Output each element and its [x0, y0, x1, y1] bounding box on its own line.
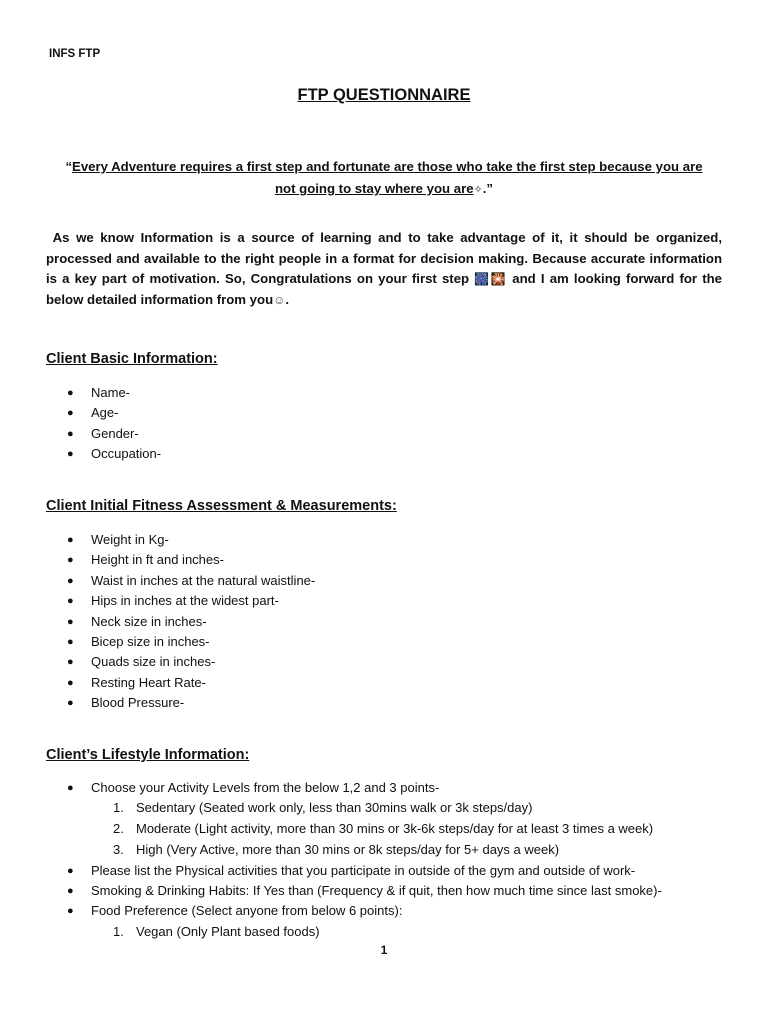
- bullet-icon: ●: [67, 407, 74, 420]
- section-heading-lifestyle: Client’s Lifestyle Information:: [46, 747, 250, 763]
- sublist-item-moderate: 2. Moderate (Light activity, more than 30 mins or 3k-6k steps/day for at least 3 times a week): [113, 821, 654, 837]
- bullet-icon: ●: [67, 427, 74, 440]
- bullet-icon: ●: [67, 387, 74, 399]
- fireworks-icon: 🎆🎇: [474, 272, 508, 286]
- sublist-item-high: 3. High (Very Active, more than 30 mins or 8k steps/day for 5+ days a week): [113, 841, 560, 857]
- opening-quote: [46, 156, 722, 201]
- sparkle-icon: ✧: [473, 184, 483, 196]
- sublist-item-sedentary: 1. Sedentary (Seated work only, less than 30mins walk or 3k steps/day): [113, 800, 533, 816]
- list-item-neck: ● Neck size in inches-: [0, 612, 315, 632]
- bullet-icon: ●: [67, 615, 74, 628]
- quote-line-1: Every Adventure requires a first step and fortunate are those who take the first step because you are: [72, 159, 703, 174]
- sublist-item-vegan: 1. Vegan (Only Plant based foods): [113, 923, 320, 939]
- list-item-blood-pressure: ● Blood Pressure-: [0, 693, 315, 713]
- list-item-smoking-drinking: ● Smoking & Drinking Habits: If Yes than (Frequency & if quit, then how much time since last smoke)-: [0, 881, 662, 901]
- list-item-height: ● Height in ft and inches-: [0, 550, 315, 570]
- bullet-icon: ●: [67, 697, 74, 710]
- bullet-icon: ●: [67, 676, 74, 689]
- section-heading-fitness-assessment: Client Initial Fitness Assessment & Measurements:: [46, 498, 397, 514]
- list-item-bicep: ● Bicep size in inches-: [0, 632, 315, 652]
- list-item-name: ● Name-: [0, 383, 161, 403]
- bullet-icon: ●: [67, 636, 74, 649]
- list-item-food-preference: ● Food Preference (Select anyone from below 6 points):: [0, 901, 662, 921]
- food-preference-sublist: [0, 922, 662, 943]
- bullet-icon: ●: [67, 782, 74, 794]
- bullet-icon: ●: [67, 905, 74, 918]
- bullet-icon: ●: [67, 595, 74, 608]
- bullet-icon: ●: [67, 448, 74, 461]
- section-heading-basic-info: Client Basic Information:: [46, 351, 218, 367]
- intro-text-end: .: [285, 291, 290, 307]
- list-item-activity-levels: ● Choose your Activity Levels from the below 1,2 and 3 points-: [0, 778, 662, 798]
- list-item-physical-activities: ● Please list the Physical activities that you participate in outside of the gym and outside of work-: [0, 861, 662, 881]
- page-title: FTP QUESTIONNAIRE: [297, 86, 471, 104]
- basic-info-list: [0, 383, 161, 465]
- quote-line-2: not going to stay where you are: [274, 181, 474, 196]
- smiley-icon: ☺: [273, 292, 286, 307]
- activity-levels-sublist: [0, 798, 662, 860]
- intro-paragraph: [46, 228, 722, 310]
- header-tag: INFS FTP: [49, 48, 101, 60]
- fitness-assessment-list: [0, 530, 315, 714]
- list-item-gender: ● Gender-: [0, 424, 161, 444]
- list-item-waist: ● Waist in inches at the natural waistline-: [0, 571, 315, 591]
- bullet-icon: ●: [67, 554, 74, 567]
- page-number: 1: [380, 943, 388, 957]
- bullet-icon: ●: [67, 864, 74, 877]
- bullet-icon: ●: [67, 534, 74, 546]
- lifestyle-list: [0, 778, 662, 942]
- list-item-resting-heart-rate: ● Resting Heart Rate-: [0, 673, 315, 693]
- list-item-age: ● Age-: [0, 403, 161, 423]
- intro-text-part-1: As we know Information is a source of learning and to take advantage of it, it should be organized, processed and available to the right people in a format for decision making. Because accurate information is a key part of motivation. So, Congratulations on your first step: [46, 230, 722, 286]
- list-item-occupation: ● Occupation-: [0, 444, 161, 464]
- quote-close-mark: .”: [482, 181, 494, 196]
- list-item-quads: ● Quads size in inches-: [0, 652, 315, 672]
- activity-levels-sublist-container: [0, 798, 662, 860]
- quote-open-mark: “: [65, 159, 73, 174]
- bullet-icon: ●: [67, 574, 74, 587]
- food-preference-sublist-container: [0, 922, 662, 943]
- bullet-icon: ●: [67, 884, 74, 897]
- list-item-weight: ● Weight in Kg-: [0, 530, 315, 550]
- intro-text-part-2: and I am looking forward for the below detailed information from you: [46, 271, 722, 307]
- list-item-hips: ● Hips in inches at the widest part-: [0, 591, 315, 611]
- bullet-icon: ●: [67, 656, 74, 669]
